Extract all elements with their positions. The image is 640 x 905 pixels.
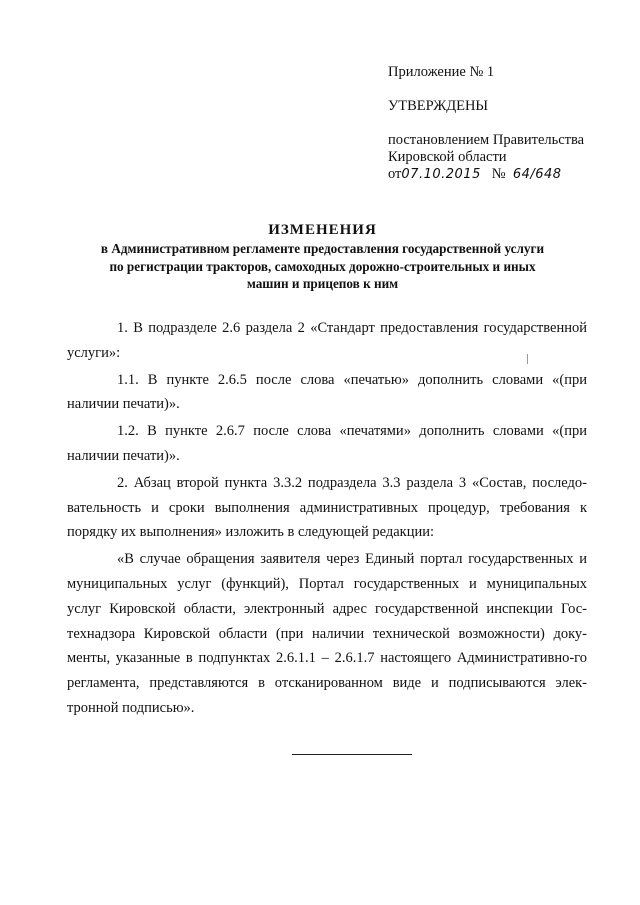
document-title: ИЗМЕНЕНИЯ (268, 222, 377, 238)
heading-line-1: в Административном регламенте предоставления государственной услуги (100, 241, 545, 256)
handwritten-date: 07.10.2015 (401, 167, 481, 182)
approval-block (388, 64, 618, 183)
closing-rule (292, 754, 412, 755)
paragraph-1-2: 1.2. В пункте 2.6.7 после слова «печатями» дополнить словами «(при наличии печати)». (67, 423, 587, 464)
document-body (67, 316, 587, 721)
document-heading (60, 220, 585, 293)
number-prefix: № (491, 166, 506, 182)
paragraph-2-quote: «В случае обращения заявителя через Единый портал государственных и муниципальных услуг (функций), Портал государственных и муниципальных услуг Кировской области, электронный адрес государственной инспекции Гос-технадзора Кировской области (при наличии технической возможности) доку-менты, указанные в подпунктах 2.6.1.1 – 2.6.1.7 настоящего Административно-го регламента, представляются в отсканированном виде и подписываются элек-тронной подписью». (67, 551, 587, 716)
handwritten-number: 64/648 (512, 167, 562, 182)
date-prefix: от (388, 166, 402, 182)
appendix-label: Приложение № 1 (388, 64, 495, 80)
date-number-line (388, 166, 618, 183)
paragraph-1-1: 1.1. В пункте 2.6.5 после слова «печатью» дополнить словами «(при наличии печати)». (67, 371, 587, 413)
approved-by-line2: Кировской области (388, 149, 507, 165)
paragraph-1: 1. В подразделе 2.6 раздела 2 «Стандарт предоставления государственной услуги»: (67, 320, 587, 361)
approved-label: УТВЕРЖДЕНЫ (388, 98, 489, 114)
heading-line-2: по регистрации тракторов, самоходных дорожно-строительных и иных (109, 258, 536, 274)
approved-by-line1: постановлением Правительства (388, 132, 585, 148)
heading-line-3: машин и прицепов к ним (246, 276, 399, 291)
paragraph-2: 2. Абзац второй пункта 3.3.2 подраздела 3.3 раздела 3 «Состав, последо-вательность и сроки выполнения административных процедур, требования к порядку их выполнения» изложить в следующей редакции: (67, 474, 587, 541)
